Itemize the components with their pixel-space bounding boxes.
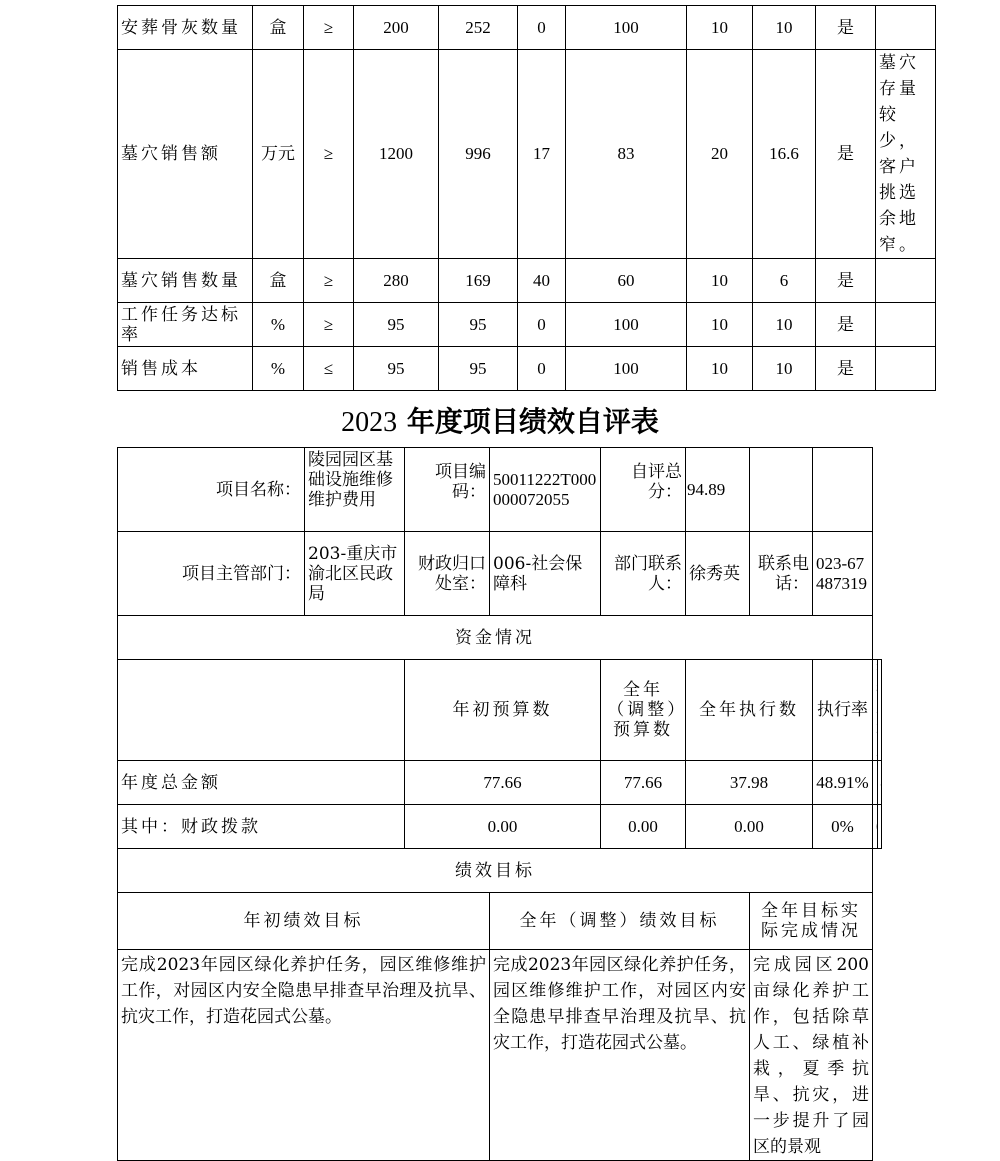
indicator-row [118, 6, 936, 50]
achieved-cell: 是 [816, 347, 876, 391]
deviation-cell: 0 [518, 303, 566, 347]
score-cell: 16.6 [753, 50, 816, 259]
adjusted-goal-text: 完成2023年园区绿化养护任务，园区维修维护工作，对园区内安全隐患早排查早治理及抗旱、抗灾工作，打造花园式公墓。 [490, 950, 750, 1161]
achieved-cell: 是 [816, 50, 876, 259]
project-code-value: 50011222T000000072055 [490, 448, 601, 532]
deviation-cell: 0 [518, 347, 566, 391]
phone-label: 联系电话： [750, 532, 813, 616]
note-cell [876, 6, 936, 50]
col-adjusted-goal: 全年（调整）绩效目标 [490, 893, 750, 950]
goals-section-header: 绩效目标 [118, 849, 873, 893]
empty-cell [750, 448, 813, 532]
fiscal-execution: 0.00 [686, 805, 813, 849]
indicator-row [118, 347, 936, 391]
col-actual-completion: 全年目标实际完成情况 [750, 893, 873, 950]
performance-form-table [117, 447, 882, 1161]
fiscal-exec-rate: 0% [813, 805, 873, 849]
weight-cell: 20 [687, 50, 753, 259]
initial-goal-text: 完成2023年园区绿化养护任务，园区维修维护工作，对园区内安全隐患早排查早治理及抗旱、抗灾工作，打造花园式公墓。 [118, 950, 490, 1161]
fiscal-initial: 0.00 [405, 805, 601, 849]
completion-rate-cell: 100 [566, 6, 687, 50]
row-fiscal-label: 其中：财政拨款 [118, 805, 405, 849]
actual-value-cell: 95 [439, 303, 518, 347]
unit-cell: % [253, 347, 304, 391]
target-value-cell: 95 [354, 303, 439, 347]
empty-cell [118, 660, 405, 761]
target-value-cell: 200 [354, 6, 439, 50]
target-value-cell: 95 [354, 347, 439, 391]
contact-label: 部门联系人： [601, 532, 686, 616]
completion-rate-cell: 60 [566, 259, 687, 303]
total-exec-rate: 48.91% [813, 761, 873, 805]
note-cell [876, 347, 936, 391]
actual-value-cell: 996 [439, 50, 518, 259]
project-name-value: 陵园园区基础设施维修维护费用 [305, 448, 405, 532]
total-initial: 77.66 [405, 761, 601, 805]
weight-cell: 10 [687, 347, 753, 391]
note-cell: 墓穴存量较少，客户挑选余地窄。 [876, 50, 936, 259]
indicator-name-cell: 销售成本 [118, 347, 253, 391]
note-cell [876, 303, 936, 347]
finance-label: 财政归口处室： [405, 532, 490, 616]
indicator-table [117, 5, 936, 391]
indicator-name-cell: 墓穴销售数量 [118, 259, 253, 303]
target-value-cell: 1200 [354, 50, 439, 259]
score-cell: 10 [753, 303, 816, 347]
completion-rate-cell: 100 [566, 347, 687, 391]
target-value-cell: 280 [354, 259, 439, 303]
actual-value-cell: 169 [439, 259, 518, 303]
operator-cell: ≥ [304, 303, 354, 347]
dept-value: 203-重庆市渝北区民政局 [305, 532, 405, 616]
fiscal-adjusted: 0.00 [601, 805, 686, 849]
project-name-label: 项目名称： [118, 448, 305, 532]
score-cell: 10 [753, 347, 816, 391]
operator-cell: ≥ [304, 50, 354, 259]
finance-value: 006-社会保障科 [490, 532, 601, 616]
page-title: 2023 年度项目绩效自评表 [341, 405, 659, 438]
empty-cell [813, 448, 873, 532]
operator-cell: ≤ [304, 347, 354, 391]
col-initial-goal: 年初绩效目标 [118, 893, 490, 950]
indicator-row [118, 50, 936, 259]
operator-cell: ≥ [304, 259, 354, 303]
row-total-label: 年度总金额 [118, 761, 405, 805]
score-cell: 10 [753, 6, 816, 50]
score-cell: 6 [753, 259, 816, 303]
dept-label: 项目主管部门： [118, 532, 305, 616]
self-score-label: 自评总分： [601, 448, 686, 532]
col-execution: 全年执行数 [686, 660, 813, 761]
col-adjusted-budget: 全年（调整）预算数 [601, 660, 686, 761]
unit-cell: 万元 [253, 50, 304, 259]
indicator-name-cell: 墓穴销售额 [118, 50, 253, 259]
note-cell [876, 259, 936, 303]
deviation-cell: 17 [518, 50, 566, 259]
unit-cell: 盒 [253, 6, 304, 50]
total-execution: 37.98 [686, 761, 813, 805]
actual-value-cell: 252 [439, 6, 518, 50]
indicator-row [118, 303, 936, 347]
actual-completion-text: 完成园区200亩绿化养护工作，包括除草人工、绿植补栽，夏季抗旱、抗灾，进一步提升了园区的景观 [750, 950, 873, 1161]
completion-rate-cell: 83 [566, 50, 687, 259]
col-exec-rate: 执行率 [813, 660, 873, 761]
col-exec-weight [873, 660, 878, 761]
weight-cell: 10 [687, 303, 753, 347]
total-exec-score [877, 761, 882, 805]
actual-value-cell: 95 [439, 347, 518, 391]
indicator-name-cell: 安葬骨灰数量 [118, 6, 253, 50]
total-adjusted: 77.66 [601, 761, 686, 805]
project-code-label: 项目编码： [405, 448, 490, 532]
weight-cell: 10 [687, 259, 753, 303]
unit-cell: % [253, 303, 304, 347]
achieved-cell: 是 [816, 259, 876, 303]
col-initial-budget: 年初预算数 [405, 660, 601, 761]
indicator-row [118, 259, 936, 303]
col-exec-score [877, 660, 882, 761]
completion-rate-cell: 100 [566, 303, 687, 347]
fiscal-exec-score [877, 805, 882, 849]
funds-section-header: 资金情况 [118, 616, 873, 660]
indicator-name-cell: 工作任务达标率 [118, 303, 253, 347]
achieved-cell: 是 [816, 303, 876, 347]
contact-value: 徐秀英 [686, 532, 750, 616]
deviation-cell: 40 [518, 259, 566, 303]
operator-cell: ≥ [304, 6, 354, 50]
deviation-cell: 0 [518, 6, 566, 50]
unit-cell: 盒 [253, 259, 304, 303]
weight-cell: 10 [687, 6, 753, 50]
achieved-cell: 是 [816, 6, 876, 50]
self-score-value: 94.89 [686, 448, 750, 532]
phone-value: 023-67487319 [813, 532, 873, 616]
